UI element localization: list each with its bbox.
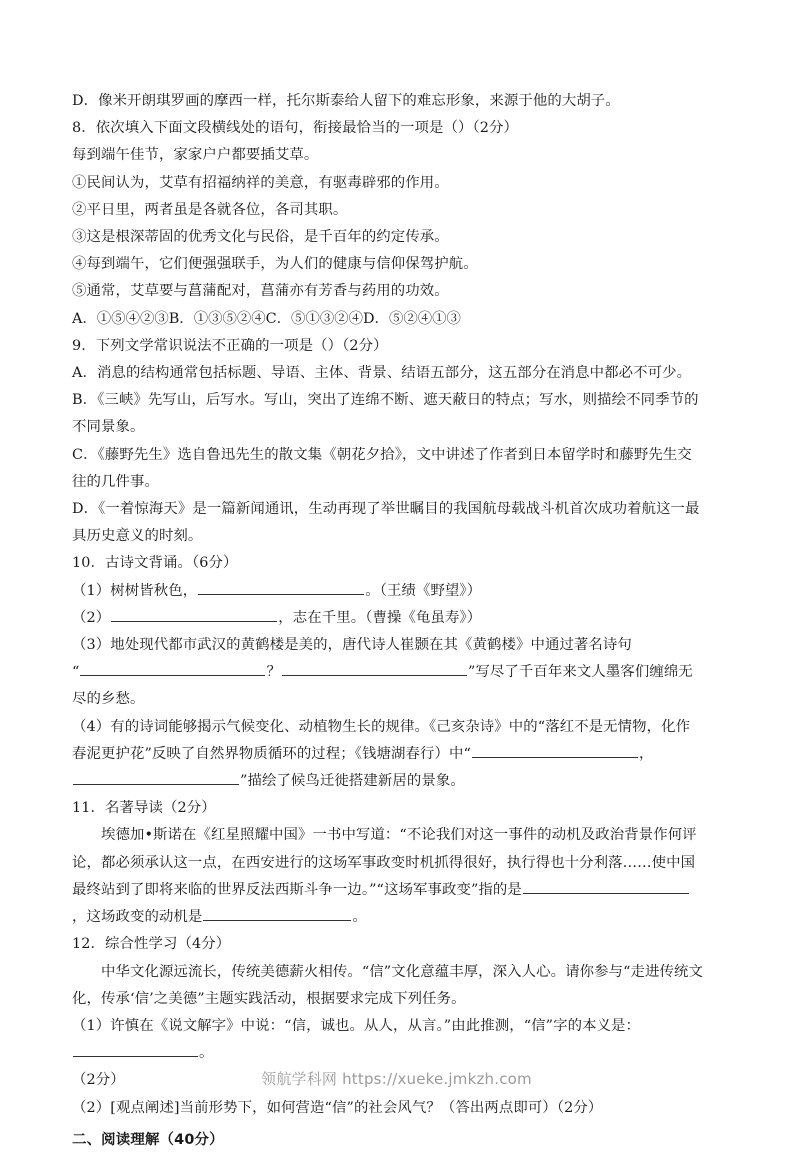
q10-sub1-prefix: （1）树树皆秋色， (72, 582, 198, 599)
question-9-stem: 9．下列文学常识说法不正确的一项是（）（2分） (72, 337, 388, 354)
q10-sub1-suffix: 。（王绩《野望》） (365, 582, 482, 599)
question-10-sub-4 (72, 714, 704, 796)
q12-sub1-suffix: 。 (199, 1045, 214, 1062)
question-8-options: A．①⑤④②③B．①③⑤②④C．⑤①③②④D．⑤②④①③ (72, 310, 461, 327)
answer-blank[interactable] (282, 660, 467, 676)
question-8-item-4: ④每到端午，它们便强强联手，为人们的健康与信仰保驾护航。 (72, 256, 478, 273)
q10-sub4-part2: ， (638, 745, 654, 762)
question-8-item-5: ⑤通常，艾草要与菖蒲配对，菖蒲亦有芳香与药用的功效。 (72, 283, 449, 300)
question-11-stem: 11．名著导读（2分） (72, 800, 216, 817)
q10-quote-open: “ (72, 664, 80, 681)
question-10-sub-2 (72, 605, 704, 632)
answer-blank[interactable] (111, 606, 277, 622)
question-10-sub-3-line1: （3）地处现代都市武汉的黄鹤楼是美的，唐代诗人崔颢在其《黄鹤楼》中通过著名诗句 (72, 637, 632, 654)
q10-sub2-prefix: （2） (72, 609, 111, 626)
question-8-item-3: ③这是根深蒂固的优秀文化与民俗，是千百年的约定传承。 (72, 229, 449, 246)
question-8-item-1: ①民间认为，艾草有招福纳祥的美意，有驱毒辟邪的作用。 (72, 174, 449, 191)
answer-blank[interactable] (203, 905, 351, 921)
question-8-item-2: ②平日里，两者虽是各就各位，各司其职。 (72, 201, 348, 218)
answer-blank[interactable] (198, 579, 364, 595)
question-7-option-d: D．像米开朗琪罗画的摩西一样，托尔斯泰给人留下的难忘形象，来源于他的大胡子。 (72, 93, 620, 109)
question-9-option-b: B．《三峡》先写山，后写水。写山，突出了连绵不断、遮天蔽日的特点；写水，则描绘不同季节的不同景象。 (72, 392, 699, 436)
page-content (72, 88, 704, 1154)
question-12-sub-1 (72, 1013, 704, 1067)
watermark-footer: 领航学科网 https://xueke.jmkzh.com (261, 1070, 532, 1088)
question-10-stem: 10．古诗文背诵。（6分） (72, 555, 238, 572)
q10-sub3-tail: 写尽了千百年来文人墨客们缠绵无尽的乡愁。 (72, 664, 693, 708)
q10-sub4-part1: （4）有的诗词能够揭示气候变化、动植物生长的规律。《己亥杂诗》中的“落红不是无情物，化作春泥更护花”反映了自然界物质循环的过程；《钱塘湖春行）中“ (72, 718, 691, 762)
question-11-body (72, 822, 704, 931)
question-12-sub-1-score: （2分） (72, 1072, 125, 1089)
answer-blank[interactable] (73, 769, 239, 785)
q11-body-part3: 。 (352, 909, 367, 926)
question-8-lead: 每到端午佳节，家家户户都要插艾草。 (72, 147, 319, 164)
q10-sub4-part3: ”描绘了候鸟迁徙搭建新居的景象。 (240, 773, 465, 790)
question-12-stem: 12．综合性学习（4分） (72, 936, 231, 953)
question-10-sub-1 (72, 578, 704, 605)
q12-sub1-prefix: （1）许慎在《说文解字》中说：“信，诚也。从人，从言。”由此推测，“信”字的本义是： (72, 1017, 641, 1034)
q11-body-part2: ，这场政变的动机是 (72, 909, 203, 926)
question-9-option-c: C．《藤野先生》选自鲁迅先生的散文集《朝花夕拾》，文中讲述了作者到日本留学时和藤野先生交往的几件事。 (72, 446, 692, 490)
question-12-sub-2: （2）[观点阐述]当前形势下，如何营造“信”的社会风气？（答出两点即可）（2分） (72, 1099, 603, 1116)
question-8-stem: 8．依次填入下面文段横线处的语句，衔接最恰当的一项是（）（2分） (72, 120, 519, 137)
q10-quote-close: ” (467, 664, 476, 681)
question-12-body: 中华文化源远流长，传统美德薪火相传。“信”文化意蕴丰厚，深入人心。请你参与“走进传统文化，传承‘信’之美德”主题实践活动，根据要求完成下列任务。 (72, 963, 703, 1007)
question-10-sub-3-line2 (72, 659, 704, 713)
answer-blank[interactable] (73, 1041, 198, 1057)
answer-blank[interactable] (80, 660, 265, 676)
q10-sub3-mid: ？ (266, 664, 281, 681)
question-9-option-d: D．《一着惊海天》是一篇新闻通讯，生动再现了举世瞩目的我国航母载战斗机首次成功着航这一最具历史意义的时刻。 (72, 501, 700, 545)
answer-blank[interactable] (472, 742, 638, 758)
question-9-option-a: A．消息的结构通常包括标题、导语、主体、背景、结语五部分，这五部分在消息中都必不可少。 (72, 365, 692, 382)
q11-body-part1: 埃德加•斯诺在《红星照耀中国》一书中写道：“不论我们对这一事件的动机及政治背景作何评论，都必须承认这一点，在西安进行的这场军事政变时机抓得很好，执行得也十分利落……使中国最终站到了即将来临的世界反法西斯斗争一边。”“这场军事政变”指的是 (72, 827, 697, 898)
q10-sub2-suffix: ，志在千里。（曹操《龟虽寿》） (278, 609, 482, 626)
answer-blank[interactable] (523, 878, 689, 894)
section-heading-reading: 二、阅读理解（40分） (72, 1131, 224, 1148)
